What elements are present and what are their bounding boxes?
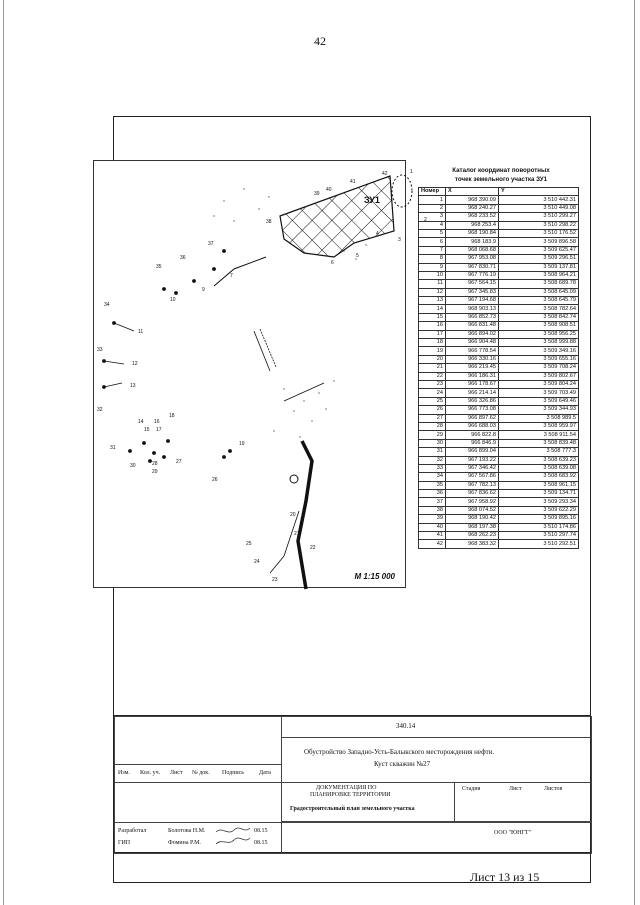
y-coordinate-cell: 3 508 908.51 (499, 322, 579, 330)
coordinates-row (419, 355, 579, 363)
point-number-cell: 7 (419, 246, 446, 254)
point-label: 41 (350, 179, 356, 185)
page-number: 42 (314, 34, 326, 48)
point-number-cell: 35 (419, 481, 446, 489)
x-coordinate-cell: 968 183.9 (446, 238, 499, 246)
coordinates-row (419, 347, 579, 355)
coordinates-row (419, 238, 579, 246)
point-number-cell: 1 (419, 196, 446, 204)
coordinates-row (419, 540, 579, 548)
coordinates-row (419, 246, 579, 254)
point-number-cell: 8 (419, 255, 446, 263)
point-number-cell: 33 (419, 464, 446, 472)
coordinates-row (419, 456, 579, 464)
y-coordinate-cell: 3 510 297.74 (499, 532, 579, 540)
y-coordinate-cell: 3 509 344.93 (499, 406, 579, 414)
y-coordinate-cell: 3 509 349.16 (499, 347, 579, 355)
x-coordinate-cell: 966 773.08 (446, 406, 499, 414)
point-number-cell: 13 (419, 297, 446, 305)
point-label: 32 (97, 407, 103, 413)
coordinates-row (419, 481, 579, 489)
point-number-cell: 18 (419, 339, 446, 347)
point-number-cell: 15 (419, 313, 446, 321)
cross-line-b (260, 329, 276, 367)
y-coordinate-cell: 3 510 298.22 (499, 221, 579, 229)
y-coordinate-cell: 3 509 625.47 (499, 246, 579, 254)
y-coordinate-cell: 3 509 649.46 (499, 397, 579, 405)
date-developer: 08.15 (254, 828, 268, 834)
y-coordinate-cell: 3 509 655.16 (499, 355, 579, 363)
point-label: 21 (294, 531, 300, 537)
point-label: 17 (156, 427, 162, 433)
x-coordinate-cell: 968 197.38 (446, 523, 499, 531)
name-chief-engineer: Фомина Р.М. (168, 840, 201, 846)
coordinates-row (419, 330, 579, 338)
cross-line-a (254, 331, 270, 371)
point-number-cell: 19 (419, 347, 446, 355)
y-coordinate-cell: 3 509 896.58 (499, 238, 579, 246)
pipeline-branch (270, 511, 299, 573)
point-label: 27 (176, 459, 182, 465)
x-coordinate-cell: 967 193.22 (446, 456, 499, 464)
sheets-header: Листов (544, 786, 563, 792)
coordinates-table (418, 187, 579, 549)
x-coordinate-cell: 967 346.42 (446, 464, 499, 472)
y-coordinate-cell: 3 509 137.81 (499, 263, 579, 271)
date-chief-engineer: 08.15 (254, 840, 268, 846)
point-label: 18 (169, 413, 175, 419)
coordinates-row (419, 372, 579, 380)
point-number-cell: 12 (419, 288, 446, 296)
y-coordinate-cell: 3 508 956.25 (499, 330, 579, 338)
point-label: 35 (156, 264, 162, 270)
point-label: 5 (356, 253, 359, 259)
coordinates-row (419, 339, 579, 347)
y-coordinate-cell: 3 508 842.74 (499, 313, 579, 321)
col-header-izm: Изм. (118, 770, 130, 776)
y-coordinate-cell: 3 509 134.71 (499, 490, 579, 498)
point-number-cell: 36 (419, 490, 446, 498)
point-number-cell: 24 (419, 389, 446, 397)
point-number-cell: 31 (419, 448, 446, 456)
x-coordinate-cell: 967 345.83 (446, 288, 499, 296)
x-coordinate-cell: 967 782.13 (446, 481, 499, 489)
point-number-cell: 6 (419, 238, 446, 246)
y-coordinate-cell: 3 508 964.21 (499, 271, 579, 279)
x-coordinate-cell: 966 894.02 (446, 330, 499, 338)
x-coordinate-cell: 968 233.52 (446, 213, 499, 221)
x-coordinate-cell: 967 953.08 (446, 255, 499, 263)
coordinates-row (419, 213, 579, 221)
x-coordinate-cell: 966 326.86 (446, 397, 499, 405)
point-number-cell: 30 (419, 439, 446, 447)
x-coordinate-cell: 968 262.23 (446, 532, 499, 540)
sheet-footer: Лист 13 из 15 (470, 870, 540, 884)
coordinates-row (419, 448, 579, 456)
point-label: 6 (331, 260, 334, 266)
x-coordinate-cell: 967 567.86 (446, 473, 499, 481)
point-label: 42 (382, 171, 388, 177)
y-coordinate-cell: 3 508 999.88 (499, 339, 579, 347)
coordinates-row (419, 255, 579, 263)
y-coordinate-cell: 3 510 299.27 (499, 213, 579, 221)
y-coordinate-cell: 3 508 989.5 (499, 414, 579, 422)
y-coordinate-cell: 3 508 683.92 (499, 473, 579, 481)
y-coordinate-cell: 3 508 645.09 (499, 288, 579, 296)
point-number-cell: 40 (419, 523, 446, 531)
point-label: 11 (138, 329, 144, 335)
x-coordinate-cell: 966 219.45 (446, 364, 499, 372)
role-developer: Разработал (118, 828, 147, 834)
point-number-cell: 27 (419, 414, 446, 422)
y-coordinate-cell: 3 509 708.24 (499, 364, 579, 372)
coordinates-row (419, 229, 579, 237)
col-header-doc: № док. (192, 770, 210, 776)
point-label: 25 (246, 541, 252, 547)
x-coordinate-cell: 968 190.42 (446, 515, 499, 523)
stamp-object: Куст скважин №27 (374, 760, 431, 768)
doc-title-line2: ПЛАНИРОВКЕ ТЕРРИТОРИИ (310, 792, 391, 798)
point-label: 33 (97, 347, 103, 353)
coordinates-row (419, 439, 579, 447)
coordinates-row (419, 322, 579, 330)
point-number-cell: 41 (419, 532, 446, 540)
point-label: 31 (110, 445, 116, 451)
y-coordinate-cell: 3 510 176.52 (499, 229, 579, 237)
map-drawing (94, 161, 427, 589)
point-label: 39 (314, 191, 320, 197)
point-label: 24 (254, 559, 260, 565)
x-coordinate-cell: 966 186.31 (446, 372, 499, 380)
point-number-cell: 28 (419, 422, 446, 430)
stamp-code-cell (281, 716, 592, 738)
point-label: 29 (152, 469, 158, 475)
point-label: 13 (130, 383, 136, 389)
coordinates-row (419, 464, 579, 472)
point-number-cell: 10 (419, 271, 446, 279)
y-coordinate-cell: 3 508 639.23 (499, 456, 579, 464)
x-coordinate-cell: 966 778.54 (446, 347, 499, 355)
coordinates-row (419, 305, 579, 313)
point-number-cell: 26 (419, 406, 446, 414)
point-number-cell: 38 (419, 506, 446, 514)
scale-label: М 1:15 000 (354, 572, 395, 581)
y-coordinate-cell: 3 510 292.51 (499, 540, 579, 548)
col-header-list: Лист (170, 770, 183, 776)
catalog-title-line1: Каталог координат поворотных (452, 167, 550, 174)
y-coordinate-cell: 3 508 839.48 (499, 439, 579, 447)
point-number-cell: 3 (419, 213, 446, 221)
x-coordinate-cell: 967 564.15 (446, 280, 499, 288)
x-coordinate-cell: 968 903.13 (446, 305, 499, 313)
x-coordinate-cell: 968 190.84 (446, 229, 499, 237)
parcel-hatch-b (280, 176, 394, 257)
coordinates-body (419, 196, 579, 548)
x-coordinate-cell: 966 822.8 (446, 431, 499, 439)
site-plan-map (93, 160, 427, 588)
point-label: 3 (398, 237, 401, 243)
point-label: 1 (410, 169, 413, 175)
point-number-cell: 9 (419, 263, 446, 271)
x-coordinate-cell: 966 846.9 (446, 439, 499, 447)
header-x: X (446, 188, 499, 196)
coordinates-row (419, 313, 579, 321)
y-coordinate-cell: 3 508 959.97 (499, 422, 579, 430)
stamp-project-cell (281, 737, 592, 783)
stamp-code: 340.14 (396, 722, 416, 730)
y-coordinate-cell: 3 508 911.54 (499, 431, 579, 439)
point-label: 34 (104, 302, 110, 308)
col-header-kol: Кол. уч. (140, 770, 161, 776)
point-number-cell: 16 (419, 322, 446, 330)
point-label: 37 (208, 241, 214, 247)
x-coordinate-cell: 967 194.68 (446, 297, 499, 305)
boundary-points (103, 250, 232, 463)
point-label: 16 (154, 419, 160, 425)
y-coordinate-cell: 3 508 645.79 (499, 297, 579, 305)
point-label: 10 (170, 297, 176, 303)
cross-line-c (284, 383, 324, 401)
stamp-signature-rows (114, 822, 592, 854)
y-coordinate-cell: 3 509 622.29 (499, 506, 579, 514)
coordinates-row (419, 473, 579, 481)
coordinates-row (419, 271, 579, 279)
y-coordinate-cell: 3 510 449.08 (499, 204, 579, 212)
x-coordinate-cell: 968 240.27 (446, 204, 499, 212)
header-number: Номер (419, 188, 446, 196)
point-label: 36 (180, 255, 186, 261)
col-header-sign: Подпись (222, 770, 245, 776)
company-name: ООО "ЮНГТ" (494, 830, 532, 836)
x-coordinate-cell: 966 904.48 (446, 339, 499, 347)
x-coordinate-cell: 966 897.62 (446, 414, 499, 422)
coordinates-row (419, 431, 579, 439)
coordinates-row (419, 422, 579, 430)
x-coordinate-cell: 968 383.32 (446, 540, 499, 548)
stage-header: Стадия (462, 786, 481, 792)
coordinates-row (419, 515, 579, 523)
x-coordinate-cell: 966 688.03 (446, 422, 499, 430)
coordinates-row (419, 506, 579, 514)
point-label: 30 (130, 463, 136, 469)
coordinates-row (419, 397, 579, 405)
point-label: 22 (310, 545, 316, 551)
point-number-cell: 25 (419, 397, 446, 405)
point-label: 40 (326, 187, 332, 193)
point-number-cell: 2 (419, 204, 446, 212)
point-label: 7 (230, 273, 233, 279)
coordinates-row (419, 414, 579, 422)
coordinates-row (419, 498, 579, 506)
x-coordinate-cell: 968 253.4 (446, 221, 499, 229)
x-coordinate-cell: 967 830.71 (446, 263, 499, 271)
x-coordinate-cell: 967 836.62 (446, 490, 499, 498)
point-number-cell: 14 (419, 305, 446, 313)
catalog-title-line2: точек земельного участка ЗУ1 (454, 176, 548, 183)
point-number-cell: 17 (419, 330, 446, 338)
point-label: 28 (152, 461, 158, 467)
x-coordinate-cell: 966 852.73 (446, 313, 499, 321)
y-coordinate-cell: 3 509 804.24 (499, 380, 579, 388)
coordinates-row (419, 280, 579, 288)
coordinates-row (419, 389, 579, 397)
coordinates-row (419, 364, 579, 372)
header-y: Y (499, 188, 579, 196)
y-coordinate-cell: 3 508 961.15 (499, 481, 579, 489)
point-label: 20 (290, 512, 296, 518)
well-marker (290, 475, 298, 483)
name-developer: Болотова Н.М. (168, 828, 206, 834)
y-coordinate-cell: 3 510 442.31 (499, 196, 579, 204)
access-road (214, 257, 266, 286)
point-number-cell: 11 (419, 280, 446, 288)
point-number-cell: 20 (419, 355, 446, 363)
coordinates-row (419, 204, 579, 212)
coordinates-row (419, 263, 579, 271)
coordinates-row (419, 380, 579, 388)
point-label: 9 (202, 287, 205, 293)
point-label: 26 (212, 477, 218, 483)
signature-scribbles (214, 824, 252, 848)
pipeline-corridor (298, 441, 312, 589)
role-chief-engineer: ГИП (118, 840, 131, 846)
x-coordinate-cell: 966 831.48 (446, 322, 499, 330)
point-label: 23 (272, 577, 278, 583)
sheet-title: Градостроительный план земельного участка (290, 806, 415, 812)
x-coordinate-cell: 966 214.14 (446, 389, 499, 397)
coordinates-row (419, 297, 579, 305)
x-coordinate-cell: 967 958.92 (446, 498, 499, 506)
y-coordinate-cell: 3 508 689.78 (499, 280, 579, 288)
point-number-cell: 42 (419, 540, 446, 548)
point-number-cell: 37 (419, 498, 446, 506)
point-number-cell: 22 (419, 372, 446, 380)
y-coordinate-cell: 3 508 782.64 (499, 305, 579, 313)
point-number-cell: 5 (419, 229, 446, 237)
point-label: 14 (138, 419, 144, 425)
catalog-title (418, 166, 584, 184)
coordinates-row (419, 196, 579, 204)
y-coordinate-cell: 3 509 895.16 (499, 515, 579, 523)
coordinates-header-row (419, 188, 579, 196)
point-number-cell: 21 (419, 364, 446, 372)
coordinates-row (419, 288, 579, 296)
y-coordinate-cell: 3 509 296.51 (499, 255, 579, 263)
doc-title-line1: ДОКУМЕНТАЦИЯ ПО (316, 785, 377, 791)
point-number-cell: 34 (419, 473, 446, 481)
point-number-cell: 23 (419, 380, 446, 388)
y-coordinate-cell: 3 508 639.08 (499, 464, 579, 472)
point-number-cell: 4 (419, 221, 446, 229)
point-label: 12 (132, 361, 138, 367)
title-block (113, 715, 591, 853)
x-coordinate-cell: 966 330.16 (446, 355, 499, 363)
sheet-header: Лист (509, 786, 522, 792)
y-coordinate-cell: 3 509 703.49 (499, 389, 579, 397)
stamp-project: Обустройство Западно-Усть-Балыкского месторождения нефти. (304, 748, 495, 756)
x-coordinate-cell: 966 178.67 (446, 380, 499, 388)
x-coordinate-cell: 967 776.19 (446, 271, 499, 279)
point-number-cell: 32 (419, 456, 446, 464)
point-label: 15 (144, 427, 150, 433)
x-coordinate-cell: 966 899.04 (446, 448, 499, 456)
coordinates-row (419, 490, 579, 498)
point-label: 2 (424, 217, 427, 223)
point-label: 19 (239, 441, 245, 447)
point-number-cell: 29 (419, 431, 446, 439)
coordinates-row (419, 523, 579, 531)
y-coordinate-cell: 3 508 777.3 (499, 448, 579, 456)
right-edge-line (634, 0, 635, 905)
point-label: 4 (376, 231, 379, 237)
coordinates-row (419, 532, 579, 540)
point-label: 38 (266, 219, 272, 225)
point-number-cell: 39 (419, 515, 446, 523)
x-coordinate-cell: 968 068.68 (446, 246, 499, 254)
y-coordinate-cell: 3 509 802.67 (499, 372, 579, 380)
coordinates-row (419, 406, 579, 414)
y-coordinate-cell: 3 510 174.86 (499, 523, 579, 531)
x-coordinate-cell: 968 390.09 (446, 196, 499, 204)
col-header-date: Дата (259, 770, 271, 776)
coordinates-row (419, 221, 579, 229)
y-coordinate-cell: 3 509 293.34 (499, 498, 579, 506)
parcel-label: ЗУ1 (364, 195, 380, 205)
left-edge-line (3, 0, 4, 905)
point-number-labels (97, 169, 427, 583)
x-coordinate-cell: 968 074.52 (446, 506, 499, 514)
